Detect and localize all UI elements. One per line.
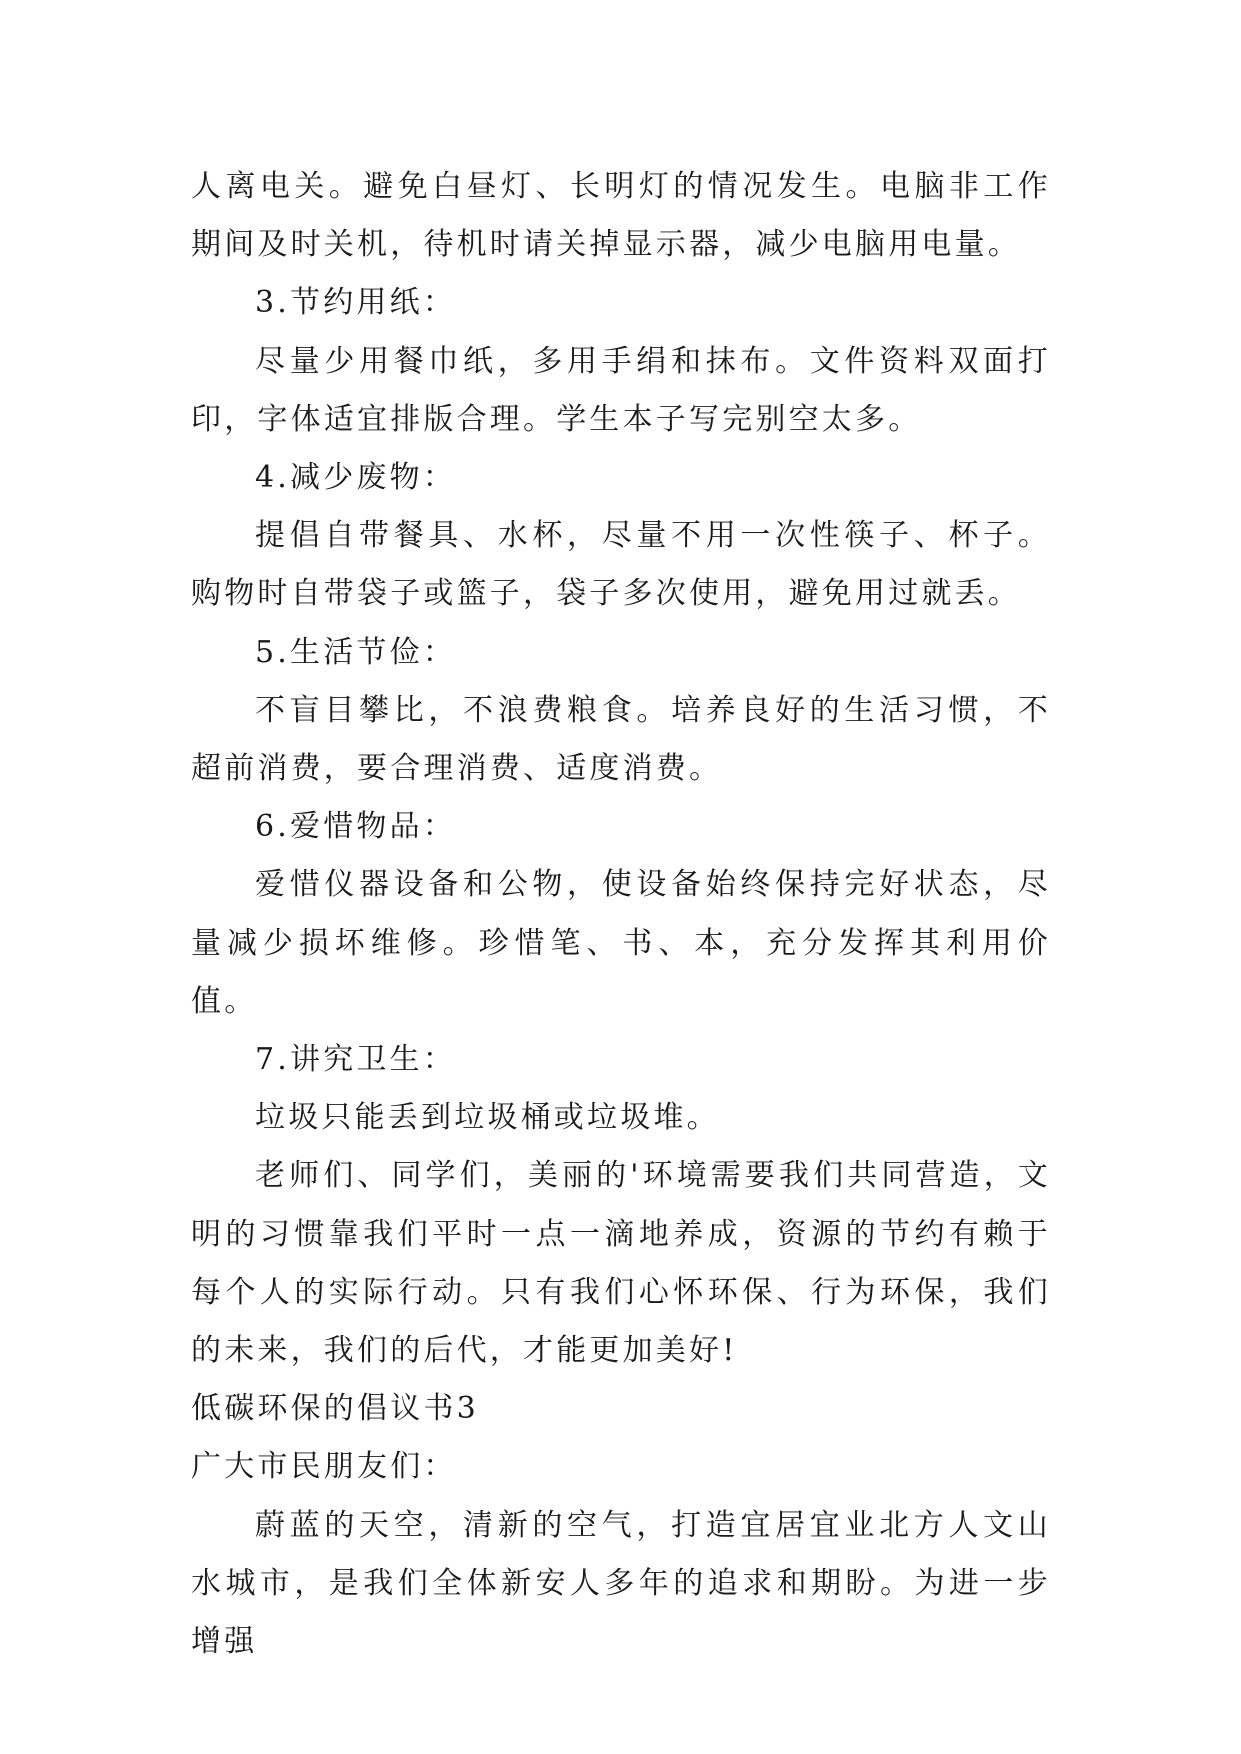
heading-reduce-waste-item-4: 4.减少废物： xyxy=(255,460,457,496)
paragraph-continuation: 人离电关。避免白昼灯、长明灯的情况发生。电脑非工作期间及时关机，待机时请关掉显示器，减少电脑用电量。 xyxy=(191,169,1051,263)
paragraph-intro: 蔚蓝的天空，清新的空气，打造宜居宜业北方人文山水城市，是我们全体新安人多年的追求和期盼。为进一步增强 xyxy=(191,1507,1051,1660)
paragraph-cherish-items: 爱惜仪器设备和公物，使设备始终保持完好状态，尽量减少损坏维修。珍惜笔、书、本，充分发挥其利用价值。 xyxy=(191,867,1051,1019)
section-title: 低碳环保的倡议书3 xyxy=(191,1391,479,1427)
heading-save-paper-item-3: 3.节约用纸： xyxy=(255,285,457,321)
salutation: 广大市民朋友们： xyxy=(191,1449,457,1485)
document-body xyxy=(191,158,1051,1671)
paragraph-hygiene: 垃圾只能丢到垃圾桶或垃圾堆。 xyxy=(255,1100,720,1136)
paragraph-frugal-living: 不盲目攀比，不浪费粮食。培养良好的生活习惯，不超前消费，要合理消费、适度消费。 xyxy=(191,692,1051,787)
heading-cherish-items-item-6: 6.爱惜物品： xyxy=(255,809,457,845)
paragraph-save-paper: 尽量少用餐巾纸，多用手绢和抹布。文件资料双面打印，字体适宜排版合理。学生本子写完别空太多。 xyxy=(191,343,1051,437)
paragraph-reduce-waste: 提倡自带餐具、水杯，尽量不用一次性筷子、杯子。购物时自带袋子或篮子，袋子多次使用，避免用过就丢。 xyxy=(191,518,1051,612)
paragraph-closing: 老师们、同学们，美丽的'环境需要我们共同营造，文明的习惯靠我们平时一点一滴地养成，资源的节约有赖于每个人的实际行动。只有我们心怀环保、行为环保，我们的未来，我们的后代，才能更加美好! xyxy=(191,1158,1051,1369)
heading-frugal-living-item-5: 5.生活节俭： xyxy=(255,634,457,670)
heading-hygiene-item-7: 7.讲究卫生： xyxy=(255,1042,457,1078)
